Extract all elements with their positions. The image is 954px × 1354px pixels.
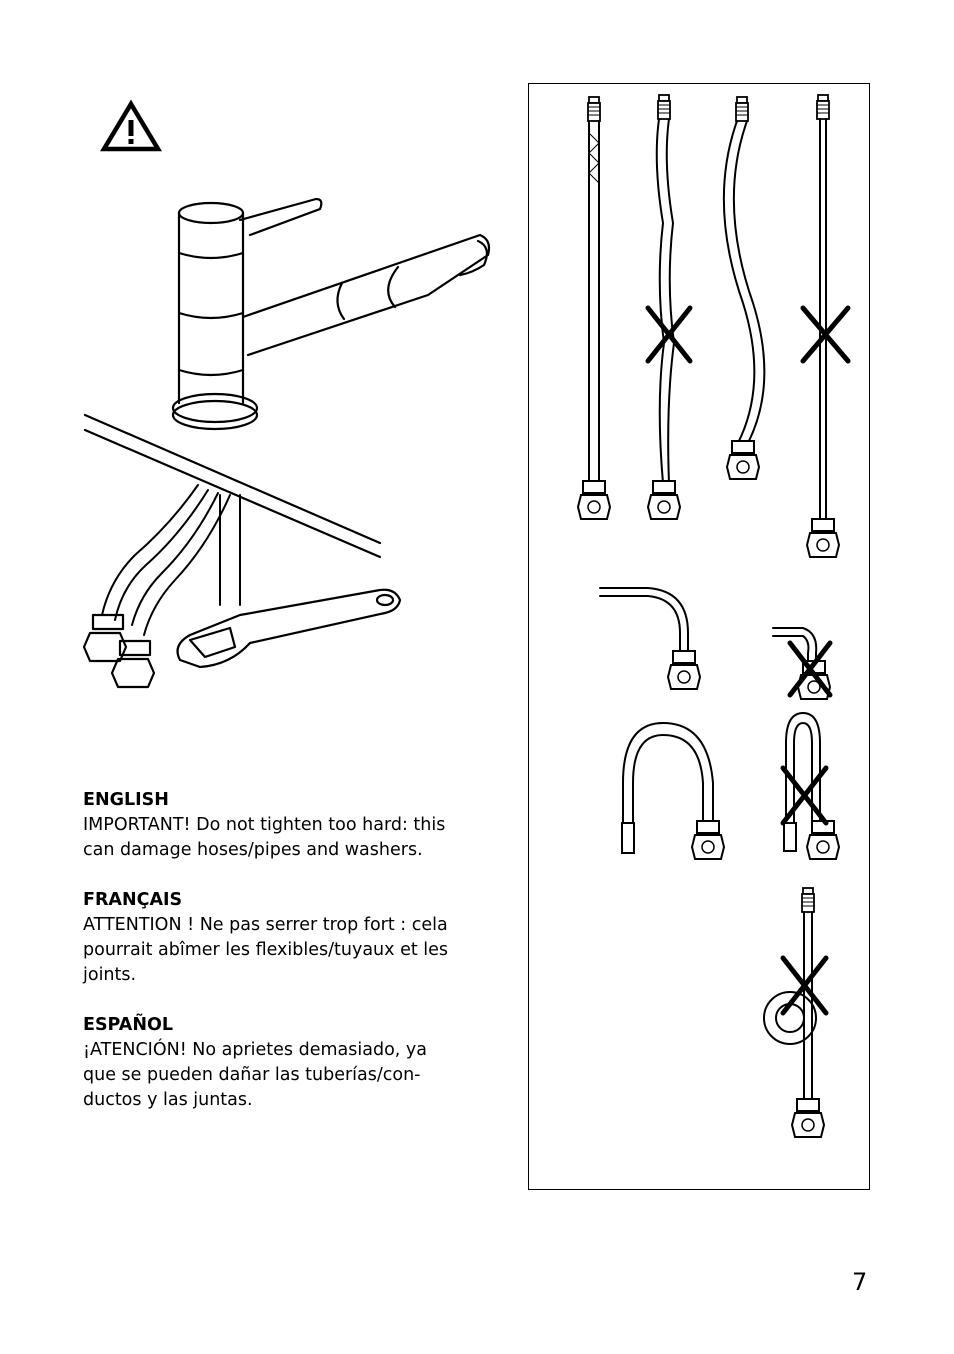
section-title: ENGLISH <box>83 790 169 810</box>
hose-examples-illustration <box>528 83 870 1190</box>
section-title: ESPAÑOL <box>83 1015 173 1035</box>
section-espanol <box>83 1013 463 1113</box>
section-text: ATTENTION ! Ne pas serrer trop fort : cela pourrait abîmer les flexibles/tuyaux et les joints. <box>83 915 449 985</box>
section-text: IMPORTANT! Do not tighten too hard: this can damage hoses/pipes and washers. <box>83 815 446 860</box>
section-title: FRANÇAIS <box>83 890 183 910</box>
faucet-illustration <box>80 195 500 695</box>
section-english <box>83 788 463 863</box>
page-number: 7 <box>852 1268 868 1296</box>
warning-triangle-icon <box>102 100 162 152</box>
section-text: ¡ATENCIÓN! No aprietes demasiado, ya que se pueden dañar las tuberías/con- ductos y las juntas. <box>83 1040 427 1110</box>
section-francais <box>83 888 463 988</box>
